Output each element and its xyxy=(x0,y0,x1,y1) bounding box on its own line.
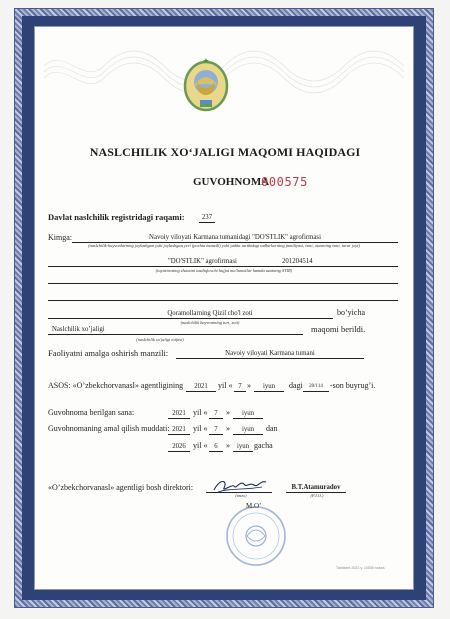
valid-to-day: 6 xyxy=(214,443,218,450)
issue-year-line xyxy=(168,418,190,419)
director-name: B.T.Atamuradov xyxy=(291,484,341,491)
basis-close-quote: » xyxy=(247,381,251,390)
valid-to-day-line xyxy=(209,451,223,452)
document-subtitle: GUVOHNOMA xyxy=(193,176,270,188)
valid-from-month-line xyxy=(233,434,263,435)
valid-from-dan: dan xyxy=(266,424,278,433)
issue-close-quote: » xyxy=(226,408,230,417)
valid-to-close-quote: » xyxy=(226,441,230,450)
issue-month: iyun xyxy=(241,410,255,417)
issue-yil: yil « xyxy=(193,408,208,417)
tax-id-value: 201204514 xyxy=(282,258,313,265)
valid-from-yil: yil « xyxy=(193,424,208,433)
validity-label: Guvohnomaning amal qilish muddati: xyxy=(48,424,170,433)
breed-suffix: bo’yicha xyxy=(337,308,365,317)
address-label: Faoliyatni amalga oshirish manzili: xyxy=(48,348,169,358)
breed-caption: (naslchilik hayvonining turi, zoti) xyxy=(180,320,240,325)
organization-line xyxy=(48,266,398,267)
stamp-place-mark: M.O’ xyxy=(246,502,262,510)
basis-order-line xyxy=(303,391,329,392)
blank-line-2 xyxy=(48,300,398,301)
basis-year-line xyxy=(186,391,216,392)
issue-day-line xyxy=(209,418,223,419)
valid-from-day-line xyxy=(209,434,223,435)
basis-day: 7 xyxy=(238,383,242,390)
registry-number-line xyxy=(199,222,215,223)
basis-month: iyun xyxy=(262,383,276,390)
signature-caption: (imzo) xyxy=(235,493,247,498)
farm-type-caption: (naslchilik xo'jaligi toifasi) xyxy=(136,337,184,342)
basis-month-line xyxy=(254,391,284,392)
valid-from-year-line xyxy=(168,434,190,435)
valid-from-day: 7 xyxy=(214,426,218,433)
basis-day-line xyxy=(234,391,246,392)
valid-from-month: iyun xyxy=(241,426,255,433)
basis-yil: yil « xyxy=(218,381,233,390)
blank-line-1 xyxy=(48,283,398,284)
basis-dagi: dagi xyxy=(289,381,303,390)
registry-number-label: Davlat naslchilik registridagi raqami: xyxy=(48,212,185,222)
address-value: Navoiy viloyati Karmana tumani xyxy=(225,350,315,357)
organization-value: "DO'STLIK" agrofirmasi xyxy=(168,258,237,265)
basis-year: 2021 xyxy=(194,383,208,390)
farm-type-value: Naslchilik xo’jaligi xyxy=(52,326,105,333)
basis-order-number: 20/114 xyxy=(309,384,323,389)
state-emblem-icon xyxy=(183,56,229,112)
basis-suffix: -son buyrug’i. xyxy=(330,381,376,390)
breed-value: Qoramollarning Qizil cho'l zoti xyxy=(167,310,253,317)
valid-from-year: 2021 xyxy=(172,426,186,433)
certificate-number: 000575 xyxy=(261,175,308,189)
valid-to-year: 2026 xyxy=(172,443,186,450)
document-title: NASLCHILIK XO‘JALIGI MAQOMI HAQIDAGI xyxy=(89,145,361,159)
issue-month-line xyxy=(233,418,263,419)
recipient-label: Kimga: xyxy=(48,233,72,242)
recipient-caption: (naslchilik-hayvonlarning joylashgan yoki joylashgan yeri (pochta manzili) yoki yakka tartibdagi tadbirkorning familiyasi, ismi, otasining ismi, turar joyi) xyxy=(88,243,360,248)
valid-to-yil: yil « xyxy=(193,441,208,450)
director-label: «O’zbekchorvanasl» agentligi bosh direktori: xyxy=(48,483,194,492)
valid-to-month-line xyxy=(233,451,253,452)
print-info: Toshkent 2021 y. 10000 nusxa xyxy=(336,566,385,570)
issue-day: 7 xyxy=(214,410,218,417)
farm-type-line xyxy=(48,334,303,335)
registry-number-value: 237 xyxy=(201,214,213,221)
issue-year: 2021 xyxy=(172,410,186,417)
organization-caption: (tuyurmoning shaxsini tasdiqlovchi hujjat ma'lumotlar hamda uzaining STIR) xyxy=(155,268,293,273)
valid-to-year-line xyxy=(168,451,190,452)
issue-date-label: Guvohnoma berilgan sana: xyxy=(48,408,135,417)
valid-to-gacha: gacha xyxy=(254,441,273,450)
breed-line xyxy=(48,318,333,319)
address-line xyxy=(176,358,364,359)
recipient-value: Navoiy viloyati Karmana tumanidagi "DO'STLIK" agrofirmasi xyxy=(149,234,321,241)
valid-to-month: iyun xyxy=(236,443,250,450)
basis-label: ASOS: «O’zbekchorvanasl» agentligining xyxy=(48,381,184,390)
valid-from-close-quote: » xyxy=(226,424,230,433)
status-granted-text: maqomi berildi. xyxy=(311,324,366,334)
director-name-caption: (F.I.O.) xyxy=(310,493,324,498)
